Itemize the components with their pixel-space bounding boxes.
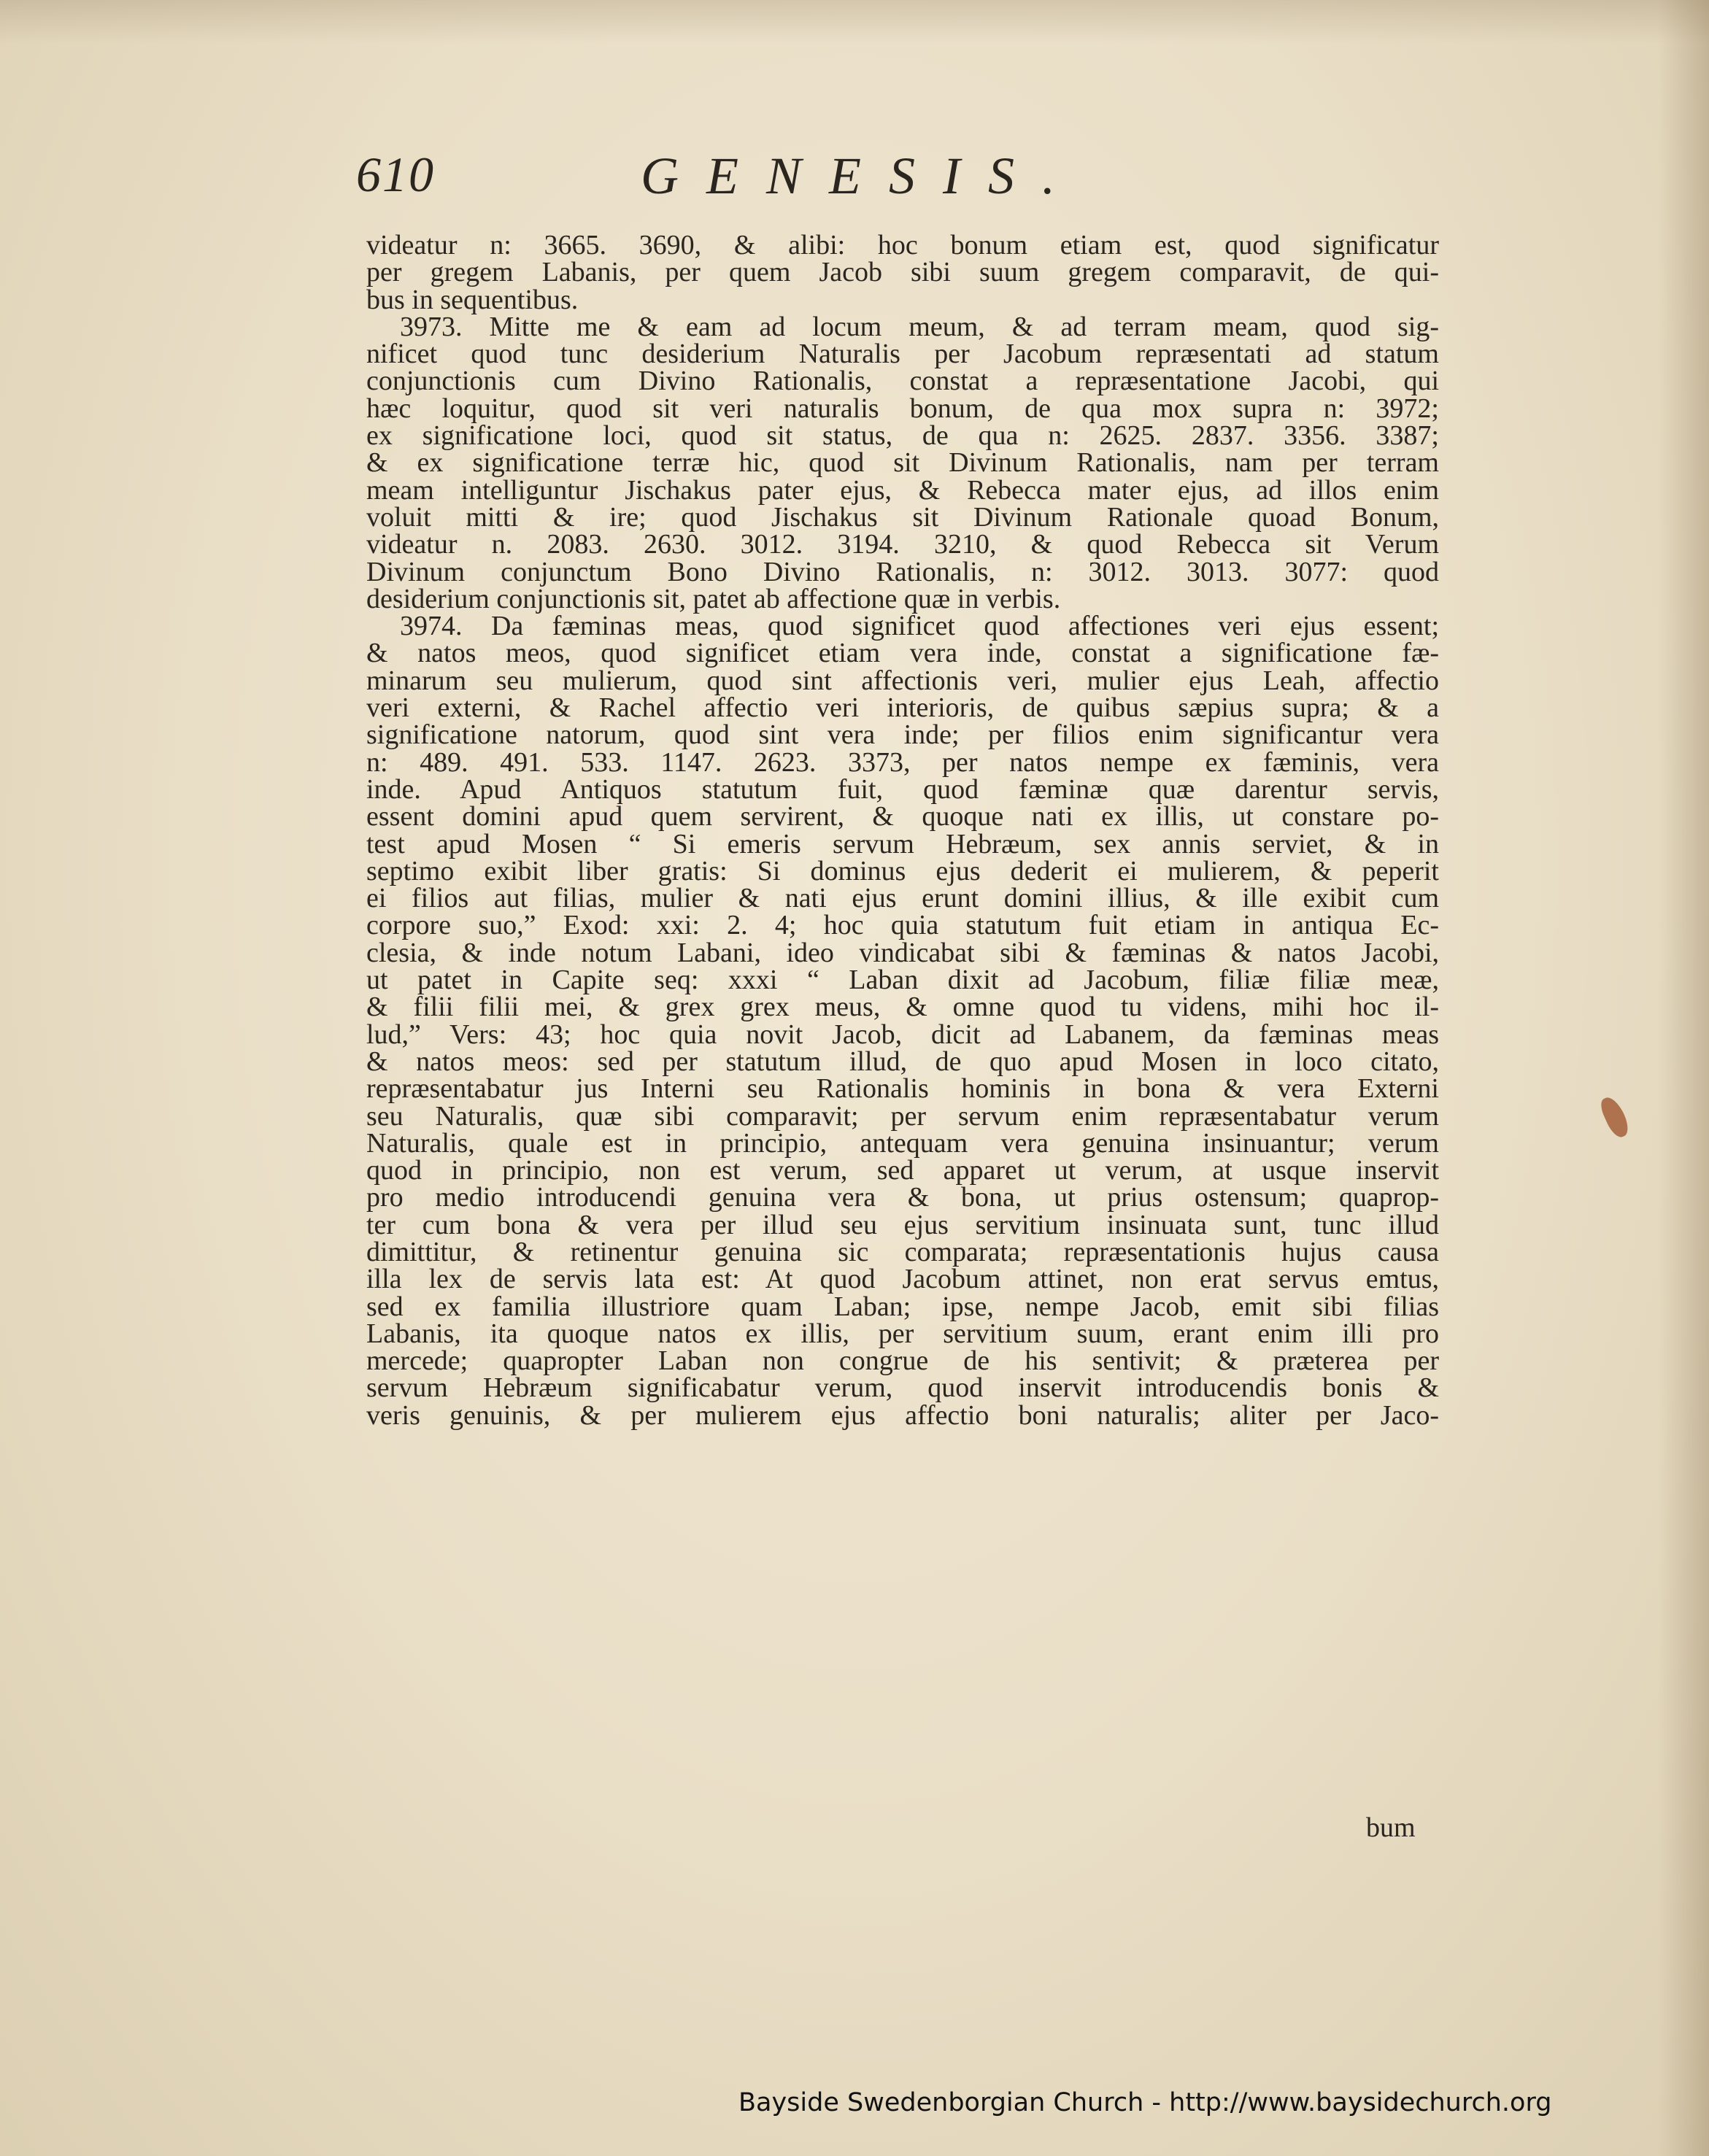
catchword: bum [1366,1812,1416,1843]
text-line: test apud Mosen “ Si emeris servum Hebræum, sex annis serviet, & in [366,828,1439,859]
text-line: essent domini apud quem servirent, & quoque nati ex illis, ut constare po- [366,801,1439,832]
text-line: nificet quod tunc desiderium Naturalis per Jacobum repræsentati ad statum [366,339,1439,370]
text-line: & ex significatione terræ hic, quod sit Divinum Rationalis, nam per terram [366,447,1439,479]
text-line: conjunctionis cum Divino Rationalis, constat a repræsentatione Jacobi, qui [366,366,1439,397]
footer-credit: Bayside Swedenborgian Church - http://www.baysidechurch.org [738,2088,1552,2117]
page-edge-shadow [1658,0,1709,2156]
text-line: veris genuinis, & per mulierem ejus affectio boni naturalis; aliter per Jaco- [366,1399,1439,1431]
text-line: pro medio introducendi genuina vera & bona, ut prius ostensum; quaprop- [366,1182,1439,1213]
text-line: inde. Apud Antiquos statutum fuit, quod fæminæ quæ darentur servis, [366,773,1439,805]
text-line: bus in sequentibus. [366,284,579,315]
text-line: minarum seu mulierum, quod sint affectionis veri, mulier ejus Leah, affectio [366,665,1439,696]
running-title: GENESIS. [641,147,1083,205]
text-line: servum Hebræum significabatur verum, quod inservit introducendis bonis & [366,1372,1439,1404]
text-line: per gregem Labanis, per quem Jacob sibi suum gregem comparavit, de qui- [366,257,1439,288]
text-line: ex significatione loci, quod sit status, de qua n: 2625. 2837. 3356. 3387; [366,420,1439,452]
text-line: illa lex de servis lata est: At quod Jacobum attinet, non erat servus emtus, [366,1264,1439,1295]
text-line: ter cum bona & vera per illud seu ejus servitium insinuata sunt, tunc illud [366,1209,1439,1240]
text-line: mercede; quapropter Laban non congrue de his sentivit; & præterea per [366,1345,1439,1377]
text-line: 3974. Da fæminas meas, quod significet quod affectiones veri ejus essent; [400,611,1439,642]
page-header [356,146,1451,215]
text-line: hæc loquitur, quod sit veri naturalis bonum, de qua mox supra n: 3972; [366,393,1439,424]
page-number: 610 [356,147,435,202]
text-line: videatur n. 2083. 2630. 3012. 3194. 3210, & quod Rebecca sit Verum [366,529,1439,560]
text-line: & natos meos, quod significet etiam vera inde, constat a significatione fæ- [366,638,1439,669]
body-text [366,232,1439,1429]
text-line: dimittitur, & retinentur genuina sic comparata; repræsentationis hujus causa [366,1236,1439,1267]
text-line: veri externi, & Rachel affectio veri interioris, de quibus sæpius supra; & a [366,692,1439,724]
text-line: & filii filii mei, & grex grex meus, & omne quod tu videns, mihi hoc il- [366,992,1439,1023]
text-line: meam intelliguntur Jischakus pater ejus, & Rebecca mater ejus, ad illos enim [366,474,1439,506]
text-line: & natos meos: sed per statutum illud, de quo apud Mosen in loco citato, [366,1046,1439,1077]
text-line: corpore suo,” Exod: xxi: 2. 4; hoc quia statutum fuit etiam in antiqua Ec- [366,910,1439,941]
text-line: 3973. Mitte me & eam ad locum meum, & ad terram meam, quod sig- [400,311,1439,342]
text-line: repræsentabatur jus Interni seu Rationalis hominis in bona & vera Externi [366,1073,1439,1105]
text-line: clesia, & inde notum Labani, ideo vindicabat sibi & fæminas & natos Jacobi, [366,937,1439,968]
text-line: Labanis, ita quoque natos ex illis, per servitium suum, erant enim illi pro [366,1318,1439,1349]
text-line: ut patet in Capite seq: xxxi “ Laban dixit ad Jacobum, filiæ filiæ meæ, [366,965,1439,996]
text-line: septimo exibit liber gratis: Si dominus ejus dederit ei mulierem, & peperit [366,855,1439,886]
text-line: seu Naturalis, quæ sibi comparavit; per servum enim repræsentabatur verum [366,1100,1439,1132]
text-line: Divinum conjunctum Bono Divino Rationalis, n: 3012. 3013. 3077: quod [366,556,1439,587]
text-line: sed ex familia illustriore quam Laban; ipse, nempe Jacob, emit sibi filias [366,1291,1439,1322]
text-line: n: 489. 491. 533. 1147. 2623. 3373, per natos nempe ex fæminis, vera [366,746,1439,778]
text-line: quod in principio, non est verum, sed apparet ut verum, at usque inservit [366,1155,1439,1186]
text-line: videatur n: 3665. 3690, & alibi: hoc bonum etiam est, quod significatur [366,230,1439,260]
text-line: voluit mitti & ire; quod Jischakus sit Divinum Rationale quoad Bonum, [366,501,1439,533]
page-top-shadow [0,0,1709,44]
ink-stain [1597,1094,1632,1140]
text-line: Naturalis, quale est in principio, antequam vera genuina insinuantur; verum [366,1127,1439,1159]
text-line: significatione natorum, quod sint vera inde; per filios enim significantur vera [366,719,1439,751]
text-line: lud,” Vers: 43; hoc quia novit Jacob, dicit ad Labanem, da fæminas meas [366,1019,1439,1050]
text-line: desiderium conjunctionis sit, patet ab affectione quæ in verbis. [366,583,1061,614]
text-line: ei filios aut filias, mulier & nati ejus erunt domini illius, & ille exibit cum [366,883,1439,914]
